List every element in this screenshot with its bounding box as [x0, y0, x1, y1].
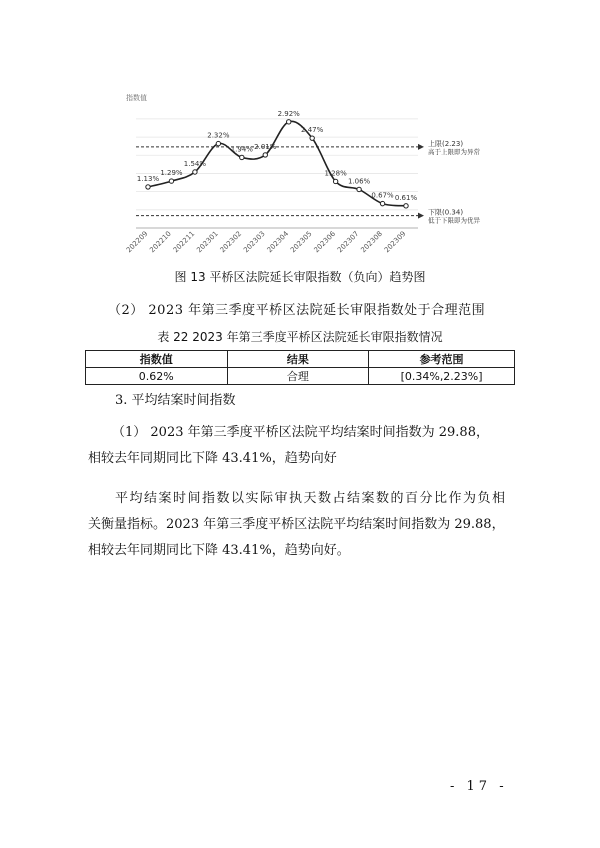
data-label: 2.01% [254, 142, 277, 151]
data-label: 1.29% [160, 169, 183, 178]
data-label: 1.28% [324, 169, 347, 178]
data-label: 1.54% [183, 160, 207, 168]
table-header-row [86, 351, 515, 368]
data-label: 2.47% [301, 126, 324, 135]
data-point [240, 155, 244, 159]
data-label: 0.61% [394, 193, 418, 202]
header-result: 结果 [227, 351, 369, 368]
data-point [380, 201, 384, 205]
data-point [146, 185, 150, 189]
lower-limit-note: 低于下限即为优异 [428, 216, 480, 225]
x-tick-label: 202210 [148, 229, 173, 255]
trend-chart [118, 88, 508, 263]
table-caption: 表 22 2023 年第三季度平桥区法院延长审限指数情况 [157, 330, 443, 344]
cell-reference-range: [0.34%,2.23%] [369, 368, 515, 385]
data-point [310, 136, 314, 140]
lower-limit-arrow [418, 213, 424, 219]
upper-limit-note: 高于上限即为异常 [428, 147, 480, 156]
data-point [287, 120, 291, 124]
heading-average-time: 3. 平均结案时间指数 [115, 393, 236, 408]
index-table [85, 350, 515, 385]
header-reference-range: 参考范围 [369, 351, 515, 368]
data-point [216, 141, 220, 145]
x-tick-label: 202307 [335, 229, 361, 255]
page-number: - 17 - [450, 779, 508, 794]
lower-limit-label: 下限(0.34) [428, 208, 464, 217]
data-point [404, 204, 408, 208]
upper-limit-arrow [418, 144, 424, 150]
upper-limit-label: 上限(2.23) [428, 139, 464, 148]
chart-svg [118, 88, 508, 263]
data-label: 2.92% [277, 109, 300, 118]
data-point [193, 170, 197, 174]
x-tick-label: 202301 [195, 229, 220, 255]
data-label: 1.06% [347, 177, 371, 186]
data-label: 0.67% [371, 191, 394, 200]
x-tick-label: 202308 [359, 229, 384, 255]
data-point [263, 153, 267, 157]
data-point [333, 179, 337, 183]
figure-caption: 图 13 平桥区法院延长审限指数（负向）趋势图 [174, 270, 426, 284]
data-label: 1.13% [136, 174, 160, 183]
para1-line2: 相较去年同期同比下降 43.41%，趋势向好 [88, 451, 337, 466]
data-label: 1.94% [230, 145, 253, 154]
x-tick-label: 202302 [218, 229, 244, 255]
para1-line1: （1） 2023 年第三季度平桥区法院平均结案时间指数为 29.88， [112, 425, 489, 440]
cell-index-value: 0.62% [86, 368, 228, 385]
data-point [357, 187, 361, 191]
x-tick-label: 202309 [382, 229, 408, 255]
x-tick-label: 202211 [171, 229, 197, 255]
cell-result: 合理 [227, 368, 369, 385]
para2-line3: 相较去年同期同比下降 43.41%，趋势向好。 [88, 543, 350, 558]
header-index-value: 指数值 [86, 351, 228, 368]
section-heading: （2） 2023 年第三季度平桥区法院延长审限指数处于合理范围 [108, 303, 486, 318]
data-label: 2.32% [207, 131, 230, 140]
table-row [86, 368, 515, 385]
data-point [169, 179, 173, 183]
para2-line2: 关衡量指标。2023 年第三季度平桥区法院平均结案时间指数为 29.88， [88, 517, 505, 532]
para2-line1: 平均结案时间指数以实际审执天数占结案数的百分比作为负相 [115, 491, 507, 506]
x-tick-label: 202306 [312, 229, 338, 255]
x-tick-label: 202303 [242, 229, 267, 255]
y-axis-label: 指数值 [126, 94, 147, 102]
x-tick-label: 202304 [265, 229, 291, 255]
x-tick-label: 202209 [124, 229, 150, 255]
x-tick-label: 202305 [289, 229, 314, 255]
